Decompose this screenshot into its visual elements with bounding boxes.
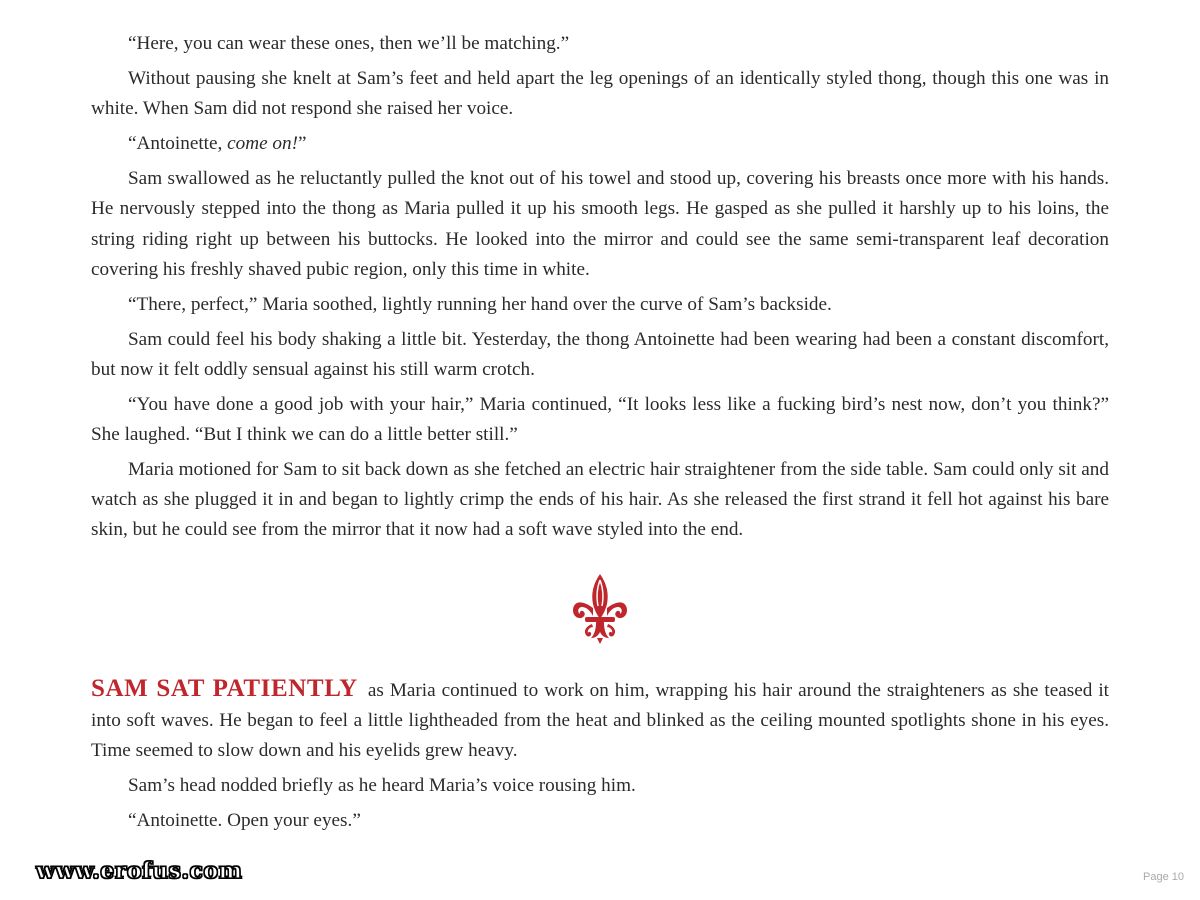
emphasis-text: come on! [227, 133, 298, 155]
paragraph: “There, perfect,” Maria soothed, lightly running her hand over the curve of Sam’s backside. [128, 293, 832, 315]
section-lead-caps: SAM SAT PATIENTLY [91, 675, 358, 702]
lead-paragraph [91, 674, 1109, 766]
paragraph: Sam could feel his body shaking a little bit. Yesterday, the thong Antoinette had been wearing had been a constant discomfort, but now it felt oddly sensual against his still warm crotch. [91, 328, 1109, 380]
paragraph-text: as Maria continued to work on him, wrapping his hair around the straighteners as she teased it into soft waves. He began to feel a little lightheaded from the heat and blinked as the ceiling mounted spotlights shone in his eyes. Time seemed to slow down and his eyelids grew heavy. [91, 680, 1110, 762]
page-number: Page 10 [1143, 871, 1184, 883]
paragraph-text: ” [297, 133, 307, 155]
paragraph: “Here, you can wear these ones, then we’ll be matching.” [128, 33, 570, 54]
paragraph-text: “Antoinette, [128, 133, 228, 155]
paragraph: Sam’s head nodded briefly as he heard Maria’s voice rousing him. [128, 775, 636, 797]
paragraph: “Antoinette. Open your eyes.” [128, 810, 361, 832]
paragraph: Maria motioned for Sam to sit back down as she fetched an electric hair straightener from the side table. Sam could only sit and watch as she plugged it in and began to lightly crimp the ends of his hair. As she released the first strand it fell hot against his bare skin, but he could see from the mirror that it now had a soft wave styled into the end. [91, 459, 1109, 541]
paragraph [91, 129, 1109, 159]
chapter-text [91, 29, 1109, 546]
section-two [91, 674, 1109, 836]
paragraph: Without pausing she knelt at Sam’s feet and held apart the leg openings of an identically styled thong, though this one was in white. When Sam did not respond she raised her voice. [91, 68, 1109, 120]
watermark: www.erofus.com [36, 858, 243, 884]
fleur-de-lis-icon [571, 572, 629, 644]
paragraph: “You have done a good job with your hair,” Maria continued, “It looks less like a fucking bird’s nest now, don’t you think?” She laughed. “But I think we can do a little better still.” [91, 394, 1109, 446]
paragraph: Sam swallowed as he reluctantly pulled the knot out of his towel and stood up, covering his breasts once more with his hands. He nervously stepped into the thong as Maria pulled it up his smooth legs. He gasped as she pulled it harshly up to his loins, the string riding right up between his buttocks. He looked into the mirror and could see the same semi-transparent leaf decoration covering his freshly shaved pubic region, only this time in white. [91, 168, 1109, 280]
